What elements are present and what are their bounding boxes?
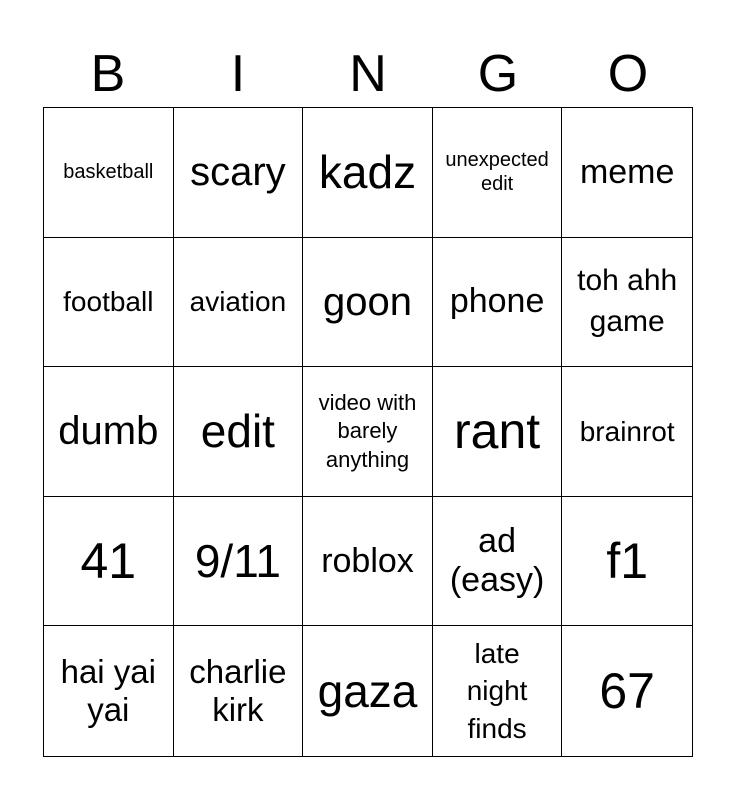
bingo-cell[interactable]: [562, 367, 692, 497]
cell-label: goon: [323, 279, 412, 324]
bingo-cell[interactable]: [433, 367, 563, 497]
bingo-cell[interactable]: [44, 238, 174, 368]
cell-label: ad (easy): [449, 522, 545, 600]
bingo-cell[interactable]: [303, 367, 433, 497]
bingo-cell[interactable]: [44, 626, 174, 756]
cell-label: hai yai yai: [60, 653, 156, 729]
bingo-board: [43, 107, 693, 757]
cell-label: rant: [454, 402, 541, 459]
bingo-cell[interactable]: [174, 497, 304, 627]
cell-label: aviation: [189, 285, 287, 317]
bingo-cell[interactable]: [303, 238, 433, 368]
cell-label: edit: [200, 405, 275, 458]
bingo-cell[interactable]: [562, 626, 692, 756]
bingo-cell[interactable]: [433, 626, 563, 756]
header-letter-g: G: [477, 45, 519, 103]
bingo-cell[interactable]: [44, 497, 174, 627]
cell-label: kadz: [318, 146, 417, 198]
header-letter-i: I: [230, 45, 246, 103]
bingo-cell[interactable]: [562, 238, 692, 368]
bingo-cell[interactable]: [44, 108, 174, 238]
header-letter-o: O: [607, 45, 649, 103]
cell-label: phone: [449, 282, 545, 321]
bingo-cell[interactable]: [174, 626, 304, 756]
cell-label: toh ahh game: [577, 264, 678, 338]
bingo-cell[interactable]: [303, 626, 433, 756]
cell-label: brainrot: [579, 415, 675, 447]
bingo-cell[interactable]: [562, 497, 692, 627]
bingo-cell[interactable]: [303, 497, 433, 627]
bingo-cell[interactable]: [303, 108, 433, 238]
cell-label: late night finds: [466, 637, 528, 745]
cell-label: football: [63, 285, 154, 317]
cell-label: roblox: [321, 541, 414, 580]
cell-label: 67: [599, 662, 655, 719]
bingo-header: [43, 40, 693, 108]
bingo-cell[interactable]: [433, 497, 563, 627]
cell-label: scary: [190, 150, 286, 195]
cell-label: meme: [579, 152, 675, 191]
cell-label: 41: [80, 532, 137, 589]
bingo-cell[interactable]: [44, 367, 174, 497]
bingo-cell[interactable]: [433, 238, 563, 368]
cell-label: f1: [606, 532, 649, 589]
bingo-cell[interactable]: [174, 108, 304, 238]
cell-label: dumb: [58, 409, 159, 454]
cell-label: charlie kirk: [189, 653, 287, 729]
cell-label: gaza: [317, 664, 418, 717]
bingo-cell[interactable]: [433, 108, 563, 238]
bingo-cell[interactable]: [174, 367, 304, 497]
header-letter-n: N: [349, 45, 387, 103]
cell-label: unexpected edit: [445, 149, 549, 196]
bingo-cell[interactable]: [562, 108, 692, 238]
cell-label: 9/11: [194, 534, 281, 587]
cell-label: basketball: [63, 161, 154, 184]
cell-label: video with barely anything: [318, 389, 417, 472]
header-letter-b: B: [90, 45, 126, 103]
bingo-cell[interactable]: [174, 238, 304, 368]
